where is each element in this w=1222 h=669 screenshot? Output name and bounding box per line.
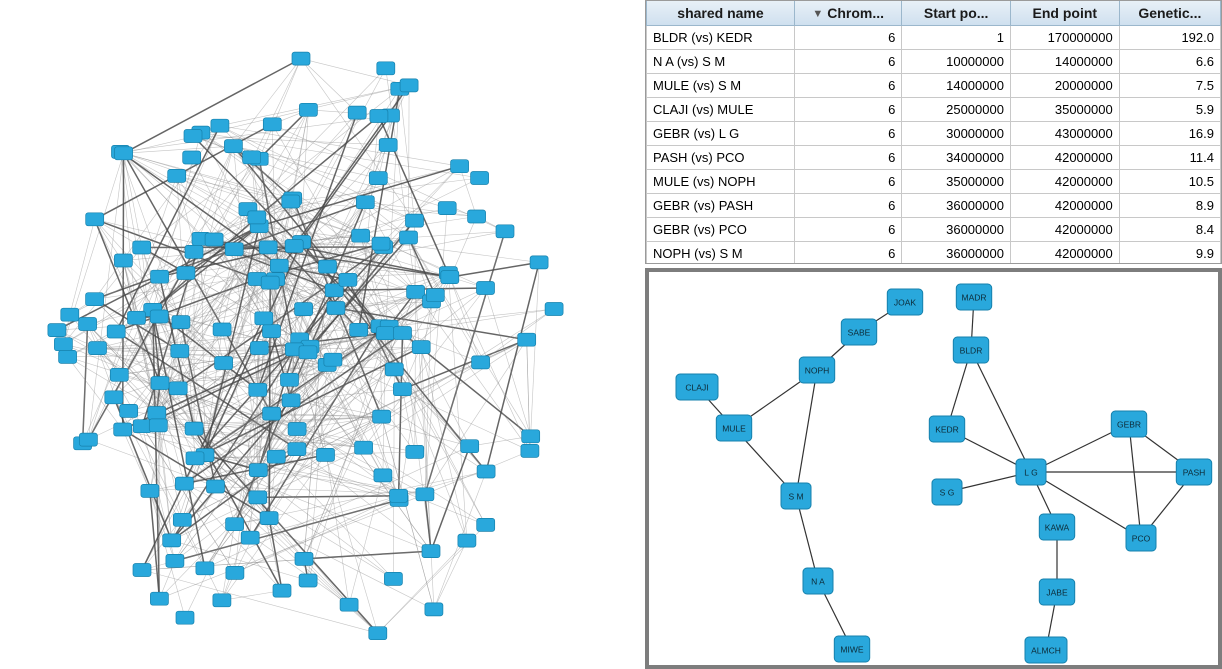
main-network-node[interactable] <box>89 342 107 355</box>
main-network-node[interactable] <box>282 394 300 407</box>
main-network-node[interactable] <box>261 276 279 289</box>
main-network-node[interactable] <box>299 103 317 116</box>
main-network-node[interactable] <box>339 273 357 286</box>
main-network-node[interactable] <box>169 382 187 395</box>
cell-end-point: 14000000 <box>1010 50 1119 74</box>
table-row[interactable] <box>647 170 1221 194</box>
node-label: L G <box>1024 467 1038 478</box>
subnetwork-node[interactable] <box>781 483 811 509</box>
subnetwork-node[interactable] <box>1016 459 1046 485</box>
cell-start-point: 36000000 <box>902 218 1011 242</box>
main-network-node[interactable] <box>205 233 223 246</box>
cell-shared-name: GEBR (vs) PASH <box>647 194 795 218</box>
main-network-edge[interactable] <box>359 116 379 330</box>
main-network-node[interactable] <box>282 195 300 208</box>
cell-start-point: 1 <box>902 26 1011 50</box>
main-network-node[interactable] <box>394 327 412 340</box>
main-network-node[interactable] <box>406 445 424 458</box>
subnetwork-node[interactable] <box>676 374 718 400</box>
main-network-node[interactable] <box>171 345 189 358</box>
main-network-node[interactable] <box>86 293 104 306</box>
cell-shared-name: NOPH (vs) S M <box>647 242 795 265</box>
main-network-node[interactable] <box>356 196 374 209</box>
main-network-node[interactable] <box>369 627 387 640</box>
subnetwork-edge[interactable] <box>796 370 817 496</box>
main-network-node[interactable] <box>472 356 490 369</box>
main-network-node[interactable] <box>61 308 79 321</box>
main-network-node[interactable] <box>370 110 388 123</box>
main-network-node[interactable] <box>175 477 193 490</box>
main-network-node[interactable] <box>166 554 184 567</box>
node-label: MULE <box>722 423 746 434</box>
main-network-edge[interactable] <box>416 292 431 551</box>
subnetwork-node[interactable] <box>1039 579 1074 605</box>
main-network-node[interactable] <box>263 325 281 338</box>
cell-chromosome: 6 <box>794 146 901 170</box>
cell-end-point: 170000000 <box>1010 26 1119 50</box>
main-network-node[interactable] <box>148 407 166 420</box>
subnetwork-node[interactable] <box>953 337 988 363</box>
table-row[interactable] <box>647 194 1221 218</box>
main-network-node[interactable] <box>259 241 277 254</box>
main-network-node[interactable] <box>530 256 548 269</box>
node-label: MADR <box>961 292 987 303</box>
main-network-node[interactable] <box>172 316 190 329</box>
node-label: PASH <box>1182 467 1206 478</box>
main-network-node[interactable] <box>249 383 267 396</box>
node-label: BLDR <box>959 345 983 356</box>
main-network-node[interactable] <box>151 270 169 283</box>
main-network-node[interactable] <box>468 210 486 223</box>
cell-shared-name: BLDR (vs) KEDR <box>647 26 795 50</box>
cell-genetic: 192.0 <box>1119 26 1220 50</box>
main-network-edge[interactable] <box>123 153 124 429</box>
main-network-node[interactable] <box>110 368 128 381</box>
table-row[interactable] <box>647 218 1221 242</box>
main-network-node[interactable] <box>400 231 418 244</box>
main-network-node[interactable] <box>374 469 392 482</box>
main-network-node[interactable] <box>176 611 194 624</box>
cell-genetic: 9.9 <box>1119 242 1220 265</box>
table-row[interactable] <box>647 242 1221 265</box>
column-label-end-point: End point <box>1032 5 1098 21</box>
main-network-node[interactable] <box>54 338 72 351</box>
main-network-node[interactable] <box>288 443 306 456</box>
main-network-node[interactable] <box>263 407 281 420</box>
main-network-node[interactable] <box>273 584 291 597</box>
cell-shared-name: MULE (vs) NOPH <box>647 170 795 194</box>
node-label: N A <box>811 576 825 587</box>
subnetwork-node[interactable] <box>887 289 922 315</box>
node-label: NOPH <box>804 365 830 376</box>
main-network-node[interactable] <box>355 441 373 454</box>
edge-table-panel[interactable] <box>645 0 1222 264</box>
main-network-node[interactable] <box>281 373 299 386</box>
subnetwork-edge[interactable] <box>971 350 1031 472</box>
main-network-node[interactable] <box>241 531 259 544</box>
main-network-node[interactable] <box>173 513 191 526</box>
cell-genetic: 6.6 <box>1119 50 1220 74</box>
node-label: MIWE <box>840 644 864 655</box>
table-row[interactable] <box>647 26 1221 50</box>
main-network-node[interactable] <box>248 211 266 224</box>
main-network-node[interactable] <box>185 245 203 258</box>
main-network-node[interactable] <box>295 552 313 565</box>
main-network-node[interactable] <box>150 592 168 605</box>
column-label-chromosome: Chrom... <box>827 5 884 21</box>
node-label: SABE <box>847 327 871 338</box>
subnetwork-node[interactable] <box>1039 514 1074 540</box>
cell-chromosome: 6 <box>794 194 901 218</box>
subnetwork-node[interactable] <box>841 319 876 345</box>
cell-genetic: 10.5 <box>1119 170 1220 194</box>
main-network-node[interactable] <box>168 169 186 182</box>
main-network-node[interactable] <box>59 350 77 363</box>
main-network-edge[interactable] <box>400 89 415 221</box>
main-network-node[interactable] <box>226 518 244 531</box>
column-header-shared-name[interactable] <box>647 1 795 26</box>
main-network-node[interactable] <box>385 363 403 376</box>
main-network-edge[interactable] <box>259 59 301 159</box>
main-network-node[interactable] <box>369 172 387 185</box>
main-network-node[interactable] <box>267 450 285 463</box>
cell-chromosome: 6 <box>794 26 901 50</box>
main-network-edge[interactable] <box>416 292 530 451</box>
main-network-node[interactable] <box>215 357 233 370</box>
main-network-node[interactable] <box>177 267 195 280</box>
subnetwork-edge[interactable] <box>1129 424 1141 538</box>
column-label-start-point: Start po... <box>923 5 989 21</box>
main-network-node[interactable] <box>406 214 424 227</box>
main-network-node[interactable] <box>133 420 151 433</box>
main-network-node[interactable] <box>288 423 306 436</box>
cell-start-point: 34000000 <box>902 146 1011 170</box>
cell-end-point: 42000000 <box>1010 194 1119 218</box>
main-network-node[interactable] <box>425 603 443 616</box>
cell-end-point: 42000000 <box>1010 242 1119 265</box>
subnetwork-node[interactable] <box>932 479 962 505</box>
main-network-node[interactable] <box>317 448 335 461</box>
column-label-genetic: Genetic... <box>1138 5 1202 21</box>
main-network-node[interactable] <box>348 106 366 119</box>
subnetwork-node[interactable] <box>799 357 834 383</box>
main-network-node[interactable] <box>141 484 159 497</box>
edge-table <box>646 1 1221 264</box>
node-label: S M <box>788 491 804 502</box>
column-header-start-point[interactable] <box>902 1 1011 26</box>
main-network-node[interactable] <box>379 139 397 152</box>
cell-genetic: 16.9 <box>1119 122 1220 146</box>
main-network-node[interactable] <box>128 311 146 324</box>
cell-start-point: 36000000 <box>902 242 1011 265</box>
main-network-node[interactable] <box>471 172 489 185</box>
main-network-node[interactable] <box>416 488 434 501</box>
cell-shared-name: GEBR (vs) PCO <box>647 218 795 242</box>
main-network-node[interactable] <box>149 419 167 432</box>
main-network-node[interactable] <box>299 574 317 587</box>
column-label-shared-name: shared name <box>677 5 764 21</box>
subnetwork-view[interactable] <box>645 268 1222 669</box>
cell-start-point: 35000000 <box>902 170 1011 194</box>
table-header-row <box>647 1 1221 26</box>
main-network-node[interactable] <box>213 594 231 607</box>
main-network-node[interactable] <box>292 52 310 65</box>
subnetwork-node[interactable] <box>716 415 751 441</box>
node-label: JOAK <box>893 297 917 308</box>
cell-end-point: 35000000 <box>1010 98 1119 122</box>
main-network-edge[interactable] <box>448 273 480 362</box>
main-network-node[interactable] <box>151 377 169 390</box>
cell-end-point: 42000000 <box>1010 170 1119 194</box>
main-network-node[interactable] <box>451 160 469 173</box>
subnetwork-edges <box>697 297 1194 650</box>
cell-chromosome: 6 <box>794 170 901 194</box>
subnetwork-node[interactable] <box>1176 459 1211 485</box>
main-network-node[interactable] <box>249 464 267 477</box>
cell-genetic: 11.4 <box>1119 146 1220 170</box>
cell-shared-name: PASH (vs) PCO <box>647 146 795 170</box>
cell-shared-name: MULE (vs) S M <box>647 74 795 98</box>
table-row[interactable] <box>647 146 1221 170</box>
main-network-node[interactable] <box>400 79 418 92</box>
main-network-node[interactable] <box>319 260 337 273</box>
main-network-node[interactable] <box>377 62 395 75</box>
subnetwork-nodes <box>676 284 1212 663</box>
main-network-node[interactable] <box>133 241 151 254</box>
main-network-node[interactable] <box>79 433 97 446</box>
cell-chromosome: 6 <box>794 50 901 74</box>
main-network-node[interactable] <box>372 237 390 250</box>
main-network-node[interactable] <box>250 342 268 355</box>
main-network-node[interactable] <box>350 323 368 336</box>
main-network-node[interactable] <box>295 303 313 316</box>
cell-genetic: 7.5 <box>1119 74 1220 98</box>
main-network-node[interactable] <box>185 422 203 435</box>
main-network-node[interactable] <box>114 254 132 267</box>
main-network-node[interactable] <box>390 489 408 502</box>
main-network-edge[interactable] <box>333 360 530 451</box>
main-network-node[interactable] <box>477 518 495 531</box>
cell-chromosome: 6 <box>794 242 901 265</box>
main-network-node[interactable] <box>163 534 181 547</box>
cell-end-point: 43000000 <box>1010 122 1119 146</box>
main-network-node[interactable] <box>184 130 202 143</box>
cell-shared-name: CLAJI (vs) MULE <box>647 98 795 122</box>
cell-start-point: 14000000 <box>902 74 1011 98</box>
main-network-node[interactable] <box>407 285 425 298</box>
filter-icon[interactable]: ▼ <box>812 8 824 21</box>
cell-genetic: 8.9 <box>1119 194 1220 218</box>
main-network-node[interactable] <box>477 282 495 295</box>
main-network-edge[interactable] <box>364 288 486 448</box>
main-network-edge[interactable] <box>393 369 394 579</box>
subnetwork-node[interactable] <box>1111 411 1146 437</box>
main-network-node[interactable] <box>376 327 394 340</box>
main-network-node[interactable] <box>225 243 243 256</box>
main-network-edge[interactable] <box>364 340 527 448</box>
subnetwork-node[interactable] <box>1025 637 1067 663</box>
subnetwork-node[interactable] <box>956 284 991 310</box>
node-label: JABE <box>1046 587 1068 598</box>
main-network-node[interactable] <box>412 341 430 354</box>
subnetwork-node[interactable] <box>929 416 964 442</box>
main-network-node[interactable] <box>48 324 66 337</box>
main-network-node[interactable] <box>105 391 123 404</box>
table-row[interactable] <box>647 50 1221 74</box>
node-label: GEBR <box>1116 419 1142 430</box>
main-network-node[interactable] <box>133 564 151 577</box>
main-network-node[interactable] <box>458 534 476 547</box>
subnetwork-canvas[interactable] <box>649 272 1218 665</box>
table-row[interactable] <box>647 74 1221 98</box>
main-network-node[interactable] <box>285 240 303 253</box>
main-network-node[interactable] <box>477 465 495 478</box>
main-network-node[interactable] <box>207 480 225 493</box>
table-row[interactable] <box>647 122 1221 146</box>
main-network-node[interactable] <box>186 452 204 465</box>
main-network-node[interactable] <box>79 318 97 331</box>
main-network-node[interactable] <box>384 572 402 585</box>
node-label: KAWA <box>1044 522 1070 533</box>
cell-end-point: 42000000 <box>1010 218 1119 242</box>
main-network-edge[interactable] <box>142 551 431 570</box>
main-network-node[interactable] <box>115 147 133 160</box>
main-network-node[interactable] <box>327 302 345 315</box>
column-header-genetic[interactable] <box>1119 1 1220 26</box>
main-network-node[interactable] <box>299 346 317 359</box>
cell-chromosome: 6 <box>794 218 901 242</box>
cell-start-point: 10000000 <box>902 50 1011 74</box>
main-network-node[interactable] <box>224 140 242 153</box>
main-network-edge[interactable] <box>385 89 400 333</box>
main-network-node[interactable] <box>114 423 132 436</box>
subnetwork-node[interactable] <box>1126 525 1156 551</box>
cell-start-point: 25000000 <box>902 98 1011 122</box>
main-network-node[interactable] <box>441 271 459 284</box>
cell-start-point: 36000000 <box>902 194 1011 218</box>
main-network-edge[interactable] <box>177 176 361 236</box>
main-network-node[interactable] <box>213 323 231 336</box>
main-network-node[interactable] <box>255 312 273 325</box>
subnetwork-node[interactable] <box>803 568 833 594</box>
main-network-node[interactable] <box>107 325 125 338</box>
cell-chromosome: 6 <box>794 122 901 146</box>
main-network-edge[interactable] <box>121 152 361 236</box>
main-network-node[interactable] <box>393 383 411 396</box>
main-network-node[interactable] <box>86 213 104 226</box>
main-network-node[interactable] <box>352 229 370 242</box>
column-header-chromosome[interactable] <box>794 1 901 26</box>
main-network-node[interactable] <box>426 289 444 302</box>
main-network-node[interactable] <box>438 202 456 215</box>
cell-start-point: 30000000 <box>902 122 1011 146</box>
main-network-node[interactable] <box>243 151 261 164</box>
main-network-node[interactable] <box>373 410 391 423</box>
main-network-node[interactable] <box>422 545 440 558</box>
cell-genetic: 5.9 <box>1119 98 1220 122</box>
main-network-node[interactable] <box>263 118 281 131</box>
cell-end-point: 20000000 <box>1010 74 1119 98</box>
main-network-node[interactable] <box>340 598 358 611</box>
table-row[interactable] <box>647 98 1221 122</box>
main-network-edge[interactable] <box>124 146 234 153</box>
node-label: KEDR <box>935 424 959 435</box>
main-network-node[interactable] <box>522 430 540 443</box>
main-network-node[interactable] <box>545 303 563 316</box>
main-network-node[interactable] <box>270 259 288 272</box>
main-network-node[interactable] <box>226 566 244 579</box>
cell-shared-name: N A (vs) S M <box>647 50 795 74</box>
cell-shared-name: GEBR (vs) L G <box>647 122 795 146</box>
table-body <box>647 26 1221 265</box>
main-network-node[interactable] <box>249 491 267 504</box>
cell-end-point: 42000000 <box>1010 146 1119 170</box>
main-network-node[interactable] <box>324 353 342 366</box>
main-network-node[interactable] <box>461 440 479 453</box>
main-network-node[interactable] <box>183 151 201 164</box>
main-network-node[interactable] <box>260 512 278 525</box>
main-network-edge[interactable] <box>415 292 416 452</box>
main-network-node[interactable] <box>211 119 229 132</box>
node-label: S G <box>939 487 955 498</box>
main-network-node[interactable] <box>518 333 536 346</box>
cell-chromosome: 6 <box>794 98 901 122</box>
cell-chromosome: 6 <box>794 74 901 98</box>
main-network-node[interactable] <box>521 444 539 457</box>
node-label: PCO <box>1131 533 1151 544</box>
main-network-node[interactable] <box>196 562 214 575</box>
main-network-node[interactable] <box>496 225 514 238</box>
node-label: ALMCH <box>1031 645 1061 656</box>
main-network-node[interactable] <box>120 404 138 417</box>
node-label: CLAJI <box>685 382 709 393</box>
column-header-end-point[interactable] <box>1010 1 1119 26</box>
cell-genetic: 8.4 <box>1119 218 1220 242</box>
subnetwork-node[interactable] <box>834 636 869 662</box>
main-network-edge[interactable] <box>124 59 301 154</box>
main-network-node[interactable] <box>150 310 168 323</box>
main-network-edge[interactable] <box>349 475 383 604</box>
